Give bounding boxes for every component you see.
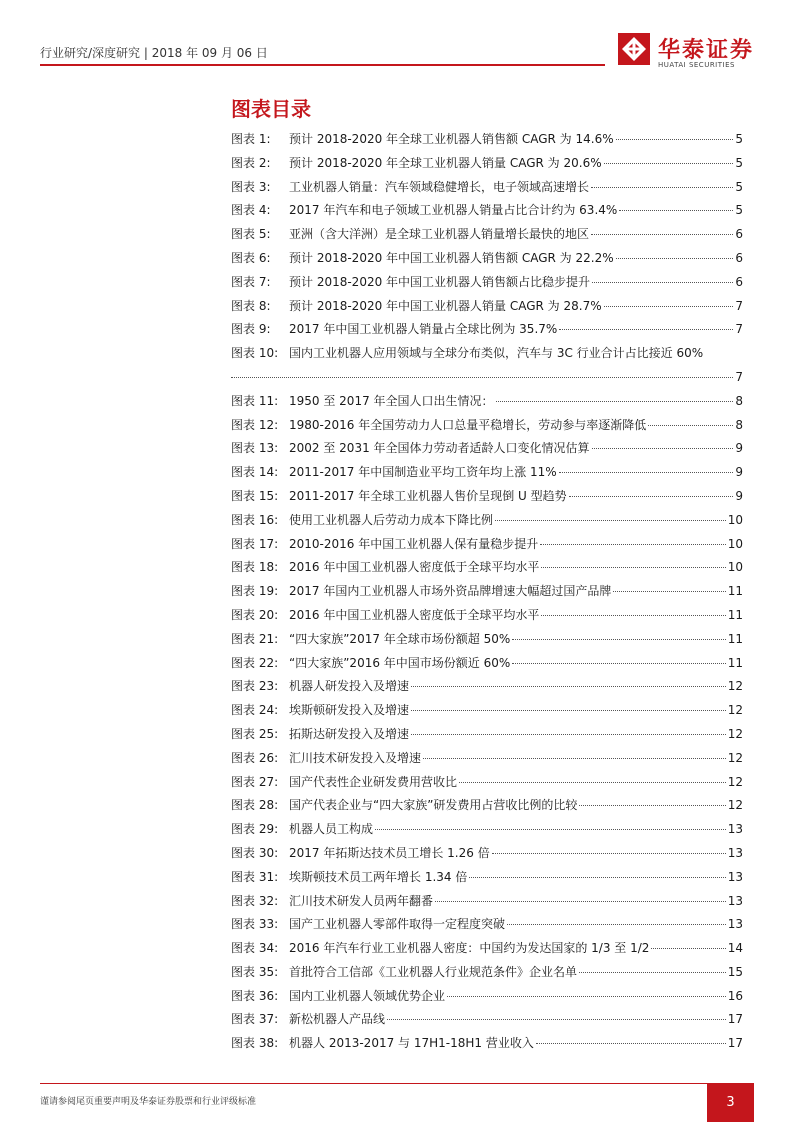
toc-entry-title: 2002 至 2031 年全国体力劳动者适龄人口变化情况估算 xyxy=(289,441,590,456)
toc-dot-leader xyxy=(616,258,734,259)
toc-entry-page: 7 xyxy=(735,298,743,313)
toc-entry[interactable] xyxy=(231,842,743,866)
toc-dot-leader xyxy=(411,734,726,735)
toc-dot-leader xyxy=(591,187,733,188)
toc-entry-title: 预计 2018-2020 年中国工业机器人销售额占比稳步提升 xyxy=(289,274,591,289)
toc-entry-label: 图表 16: xyxy=(231,512,279,527)
toc-entry-title: 2017 年拓斯达技术员工增长 1.26 倍 xyxy=(289,845,490,860)
toc-dot-leader xyxy=(507,924,726,925)
toc-entry-page: 13 xyxy=(727,869,743,884)
toc-dot-leader xyxy=(540,544,725,545)
toc-dot-leader xyxy=(375,829,726,830)
toc-dot-leader xyxy=(411,686,726,687)
toc-entry-page: 5 xyxy=(735,132,743,146)
toc-entry-page: 6 xyxy=(735,250,743,265)
toc-dot-leader xyxy=(423,758,726,759)
toc-entry-label: 图表 7: xyxy=(231,274,271,289)
toc-entry-page: 10 xyxy=(727,536,743,551)
toc-entry-page: 8 xyxy=(735,417,743,432)
toc-entry-title: 机器人研发投入及增速 xyxy=(289,679,410,694)
toc-entry[interactable] xyxy=(231,794,743,818)
toc-entry-label: 图表 1: xyxy=(231,132,271,146)
toc-entry[interactable] xyxy=(231,818,743,842)
footer-divider xyxy=(40,1083,707,1084)
page-title: 图表目录 xyxy=(231,97,311,121)
toc-dot-leader xyxy=(651,948,725,949)
toc-entry-label: 图表 3: xyxy=(231,179,271,194)
toc-dot-leader xyxy=(591,234,733,235)
toc-entry-page: 11 xyxy=(727,655,743,670)
toc-entry-title: 1950 至 2017 年全国人口出生情况： xyxy=(289,393,494,408)
header-divider xyxy=(40,64,605,66)
toc-entry[interactable] xyxy=(231,199,743,223)
toc-entry-page: 12 xyxy=(727,726,743,741)
toc-entry-label: 图表 24: xyxy=(231,703,279,718)
toc-dot-leader xyxy=(579,805,725,806)
toc-dot-leader xyxy=(411,710,726,711)
toc-entry-title: 汇川技术研发投入及增速 xyxy=(289,750,422,765)
toc-entry[interactable] xyxy=(231,604,743,628)
toc-dot-leader xyxy=(559,472,734,473)
toc-entry-page: 8 xyxy=(735,393,743,408)
toc-entry[interactable] xyxy=(231,152,743,176)
toc-entry-label: 图表 10: xyxy=(231,346,279,361)
toc-dot-leader xyxy=(512,639,725,640)
toc-entry-page: 9 xyxy=(735,441,743,456)
toc-entry-title: 亚洲（含大洋洲）是全球工业机器人销量增长最快的地区 xyxy=(289,227,590,242)
toc-entry-page: 13 xyxy=(727,845,743,860)
toc-entry-title: 预计 2018-2020 年中国工业机器人销量 CAGR 为 28.7% xyxy=(289,298,602,313)
toc-entry-label: 图表 20: xyxy=(231,607,279,622)
page-number-badge: 3 xyxy=(707,1083,754,1122)
toc-entry[interactable] xyxy=(231,295,743,319)
toc-entry-label: 图表 35: xyxy=(231,964,279,979)
logo-english-name: HUATAI SECURITIES xyxy=(658,61,735,69)
header-breadcrumb: 行业研究/深度研究 | 2018 年 09 月 06 日 xyxy=(40,46,268,60)
company-logo xyxy=(618,33,758,73)
toc-entry-title: “四大家族”2016 年中国市场份额近 60% xyxy=(289,655,511,670)
toc-dot-leader xyxy=(613,591,725,592)
toc-entry-label: 图表 31: xyxy=(231,869,279,884)
toc-entry[interactable] xyxy=(231,271,743,295)
toc-entry-title: 2016 年中国工业机器人密度低于全球平均水平 xyxy=(289,560,540,575)
toc-entry[interactable] xyxy=(231,937,743,961)
toc-entry-title: 国内工业机器人应用领域与全球分布类似，汽车与 3C 行业合计占比接近 60% xyxy=(289,346,704,361)
toc-entry-title: 埃斯顿技术员工两年增长 1.34 倍 xyxy=(289,869,468,884)
toc-entry-title: 新松机器人产品线 xyxy=(289,1012,386,1027)
toc-entry[interactable] xyxy=(231,723,743,747)
toc-entry-label: 图表 15: xyxy=(231,488,279,503)
toc-entry-page: 12 xyxy=(727,798,743,813)
toc-entry-label: 图表 6: xyxy=(231,250,271,265)
toc-entry-label: 图表 14: xyxy=(231,465,279,480)
toc-entry-title: “四大家族”2017 年全球市场份额超 50% xyxy=(289,631,511,646)
toc-entry[interactable] xyxy=(231,437,743,461)
toc-entry-label: 图表 34: xyxy=(231,941,279,956)
toc-entry-title: 2016 年汽车行业工业机器人密度：中国约为发达国家的 1/3 至 1/2 xyxy=(289,941,650,956)
toc-entry-page: 11 xyxy=(727,584,743,599)
toc-entry-title: 汇川技术研发人员两年翻番 xyxy=(289,893,434,908)
toc-dot-leader xyxy=(492,853,726,854)
toc-entry-label: 图表 18: xyxy=(231,560,279,575)
toc-entry-title: 1980-2016 年全国劳动力人口总量平稳增长，劳动参与率逐渐降低 xyxy=(289,417,647,432)
toc-entry-title: 2016 年中国工业机器人密度低于全球平均水平 xyxy=(289,607,540,622)
toc-entry-label: 图表 9: xyxy=(231,322,271,337)
toc-entry-title: 2011-2017 年全球工业机器人售价呈现倒 U 型趋势 xyxy=(289,488,567,503)
toc-entry-page: 7 xyxy=(735,369,743,384)
toc-dot-leader xyxy=(579,972,726,973)
toc-entry[interactable] xyxy=(231,628,743,652)
toc-dot-leader xyxy=(447,996,726,997)
toc-entry[interactable] xyxy=(231,342,743,390)
toc-entry[interactable] xyxy=(231,747,743,771)
toc-entry-title: 拓斯达研发投入及增速 xyxy=(289,726,410,741)
toc-entry-page: 14 xyxy=(727,941,743,956)
toc-entry-label: 图表 19: xyxy=(231,584,279,599)
toc-dot-leader xyxy=(512,663,725,664)
toc-dot-leader xyxy=(387,1019,726,1020)
toc-entry-page: 11 xyxy=(727,607,743,622)
toc-dot-leader xyxy=(536,1043,726,1044)
toc-entry[interactable] xyxy=(231,414,743,438)
toc-entry-page: 5 xyxy=(735,179,743,194)
toc-entry[interactable] xyxy=(231,890,743,914)
toc-entry-title: 机器人 2013-2017 与 17H1-18H1 营业收入 xyxy=(289,1036,534,1051)
toc-dot-leader xyxy=(616,139,734,140)
toc-dot-leader xyxy=(541,567,725,568)
toc-dot-leader xyxy=(559,329,733,330)
toc-dot-leader xyxy=(604,306,734,307)
toc-entry-label: 图表 26: xyxy=(231,750,279,765)
toc-dot-leader xyxy=(541,615,725,616)
toc-entry-title: 2017 年国内工业机器人市场外资品牌增速大幅超过国产品牌 xyxy=(289,584,612,599)
toc-entry[interactable] xyxy=(231,509,743,533)
toc-entry-title: 预计 2018-2020 年全球工业机器人销量 CAGR 为 20.6% xyxy=(289,155,602,170)
toc-entry-title: 2017 年汽车和电子领域工业机器人销量占比合计约为 63.4% xyxy=(289,203,618,218)
toc-entry-page: 13 xyxy=(727,822,743,837)
toc-entry-title: 使用工业机器人后劳动力成本下降比例 xyxy=(289,512,494,527)
toc-entry-label: 图表 12: xyxy=(231,417,279,432)
toc-dot-leader xyxy=(648,425,733,426)
toc-entry-label: 图表 5: xyxy=(231,227,271,242)
toc-entry[interactable] xyxy=(231,580,743,604)
toc-entry-label: 图表 38: xyxy=(231,1036,279,1051)
logo-chinese-name: 华泰证券 xyxy=(658,38,755,63)
toc-entry[interactable] xyxy=(231,866,743,890)
toc-entry-page: 13 xyxy=(727,893,743,908)
toc-entry-page: 9 xyxy=(735,465,743,480)
toc-dot-leader xyxy=(496,401,734,402)
toc-entry-title: 2010-2016 年中国工业机器人保有量稳步提升 xyxy=(289,536,539,551)
toc-entry-page: 17 xyxy=(727,1036,743,1051)
toc-entry-label: 图表 22: xyxy=(231,655,279,670)
toc-entry-label: 图表 13: xyxy=(231,441,279,456)
toc-entry-label: 图表 2: xyxy=(231,155,271,170)
toc-entry-title: 埃斯顿研发投入及增速 xyxy=(289,703,410,718)
toc-entry[interactable] xyxy=(231,128,743,152)
toc-entry-label: 图表 21: xyxy=(231,631,279,646)
toc-entry-page: 15 xyxy=(727,964,743,979)
toc-entry[interactable] xyxy=(231,652,743,676)
toc-entry-page: 11 xyxy=(727,631,743,646)
toc-entry[interactable] xyxy=(231,533,743,557)
toc-entry-page: 16 xyxy=(727,988,743,1003)
toc-entry-title: 2017 年中国工业机器人销量占全球比例为 35.7% xyxy=(289,322,558,337)
toc-entry-title: 预计 2018-2020 年全球工业机器人销售额 CAGR 为 14.6% xyxy=(289,132,614,146)
toc-entry[interactable] xyxy=(231,913,743,937)
toc-entry-label: 图表 30: xyxy=(231,845,279,860)
toc-entry-page: 10 xyxy=(727,512,743,527)
toc-entry-page: 5 xyxy=(735,155,743,170)
toc-entry-page: 13 xyxy=(727,917,743,932)
toc-entry-title: 国产代表性企业研发费用营收比 xyxy=(289,774,458,789)
huatai-logo-icon xyxy=(618,33,650,65)
toc-entry[interactable] xyxy=(231,461,743,485)
toc-entry-label: 图表 27: xyxy=(231,774,279,789)
toc-entry-title: 预计 2018-2020 年中国工业机器人销售额 CAGR 为 22.2% xyxy=(289,250,614,265)
toc-entry-label: 图表 11: xyxy=(231,393,279,408)
toc-entry[interactable] xyxy=(231,675,743,699)
toc-entry[interactable] xyxy=(231,1008,743,1032)
toc-entry[interactable] xyxy=(231,985,743,1009)
footer-disclaimer: 谨请参阅尾页重要声明及华泰证券股票和行业评级标准 xyxy=(40,1097,257,1107)
toc-entry-label: 图表 32: xyxy=(231,893,279,908)
toc-entry-title: 工业机器人销量：汽车领域稳健增长，电子领域高速增长 xyxy=(289,179,590,194)
toc-entry[interactable] xyxy=(231,556,743,580)
toc-entry-page: 17 xyxy=(727,1012,743,1027)
toc-entry[interactable] xyxy=(231,771,743,795)
toc-entry-page: 10 xyxy=(727,560,743,575)
toc-dot-leader xyxy=(604,163,734,164)
toc-entry-page: 12 xyxy=(727,679,743,694)
toc-dot-leader xyxy=(592,448,734,449)
toc-dot-leader xyxy=(569,496,734,497)
toc-entry-label: 图表 25: xyxy=(231,726,279,741)
toc-entry[interactable] xyxy=(231,223,743,247)
toc-entry-label: 图表 17: xyxy=(231,536,279,551)
toc-dot-leader xyxy=(469,877,725,878)
toc-entry-page: 12 xyxy=(727,774,743,789)
toc-entry-page: 5 xyxy=(735,203,743,218)
toc-entry-label: 图表 37: xyxy=(231,1012,279,1027)
toc-entry[interactable] xyxy=(231,699,743,723)
toc-entry-page: 6 xyxy=(735,227,743,242)
toc-entry-title: 国产代表企业与“四大家族”研发费用占营收比例的比较 xyxy=(289,798,578,813)
toc-entry[interactable] xyxy=(231,390,743,414)
toc-entry-title: 首批符合工信部《工业机器人行业规范条件》企业名单 xyxy=(289,964,578,979)
toc-entry[interactable] xyxy=(231,961,743,985)
table-of-figures xyxy=(231,128,743,1056)
toc-entry-page: 9 xyxy=(735,488,743,503)
toc-entry[interactable] xyxy=(231,176,743,200)
toc-entry-label: 图表 29: xyxy=(231,822,279,837)
toc-entry[interactable] xyxy=(231,1032,743,1056)
toc-dot-leader xyxy=(495,520,726,521)
toc-entry-page: 12 xyxy=(727,750,743,765)
toc-entry-title: 国产工业机器人零部件取得一定程度突破 xyxy=(289,917,506,932)
toc-entry-page: 12 xyxy=(727,703,743,718)
toc-dot-leader xyxy=(435,901,726,902)
toc-entry-page: 7 xyxy=(735,322,743,337)
toc-entry-label: 图表 23: xyxy=(231,679,279,694)
toc-entry-page: 6 xyxy=(735,274,743,289)
toc-entry-label: 图表 33: xyxy=(231,917,279,932)
toc-entry-label: 图表 36: xyxy=(231,988,279,1003)
toc-entry[interactable] xyxy=(231,485,743,509)
toc-entry-label: 图表 8: xyxy=(231,298,271,313)
toc-entry[interactable] xyxy=(231,318,743,342)
toc-dot-leader xyxy=(231,377,733,378)
toc-entry-title: 机器人员工构成 xyxy=(289,822,374,837)
toc-entry-title: 国内工业机器人领域优势企业 xyxy=(289,988,446,1003)
toc-entry-title: 2011-2017 年中国制造业平均工资年均上涨 11% xyxy=(289,465,557,480)
toc-dot-leader xyxy=(619,210,733,211)
toc-entry-label: 图表 28: xyxy=(231,798,279,813)
toc-dot-leader xyxy=(459,782,726,783)
toc-entry[interactable] xyxy=(231,247,743,271)
toc-dot-leader xyxy=(592,282,733,283)
toc-entry-label: 图表 4: xyxy=(231,203,271,218)
